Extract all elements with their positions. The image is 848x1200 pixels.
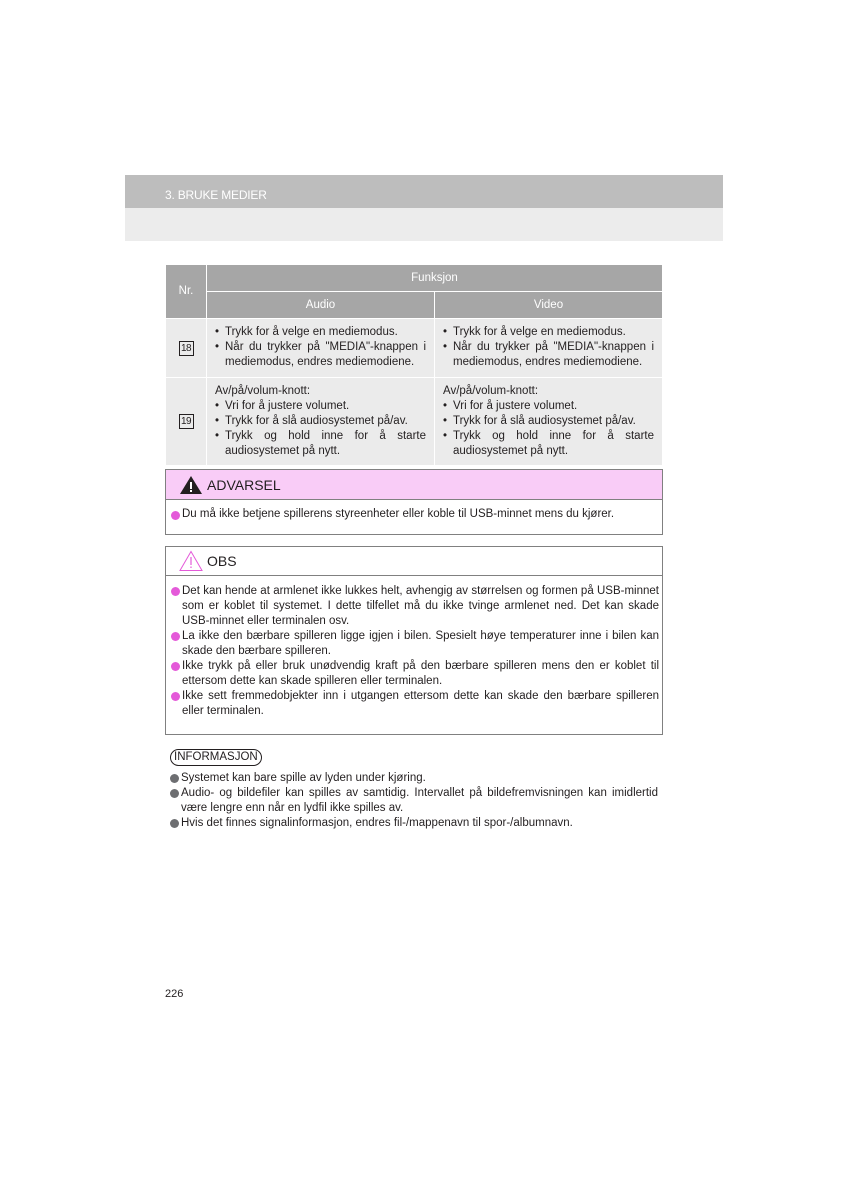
row-number-cell [166, 319, 207, 378]
function-table [165, 264, 663, 466]
list-item [171, 629, 659, 659]
notice-header [166, 547, 662, 576]
warning-text: Du må ikke betjene spillerens styreenheter eller koble til USB-minnet mens du kjører. [182, 508, 615, 520]
col-header-nr: Nr. [166, 265, 207, 319]
notice-text: Ikke sett fremmedobjekter inn i utgangen ettersom dette kan skade den bærbare spilleren eller terminalen. [182, 690, 659, 717]
row-number: 18 [179, 341, 194, 356]
list-item [171, 508, 614, 520]
warning-triangle-icon [179, 475, 203, 495]
bullet-icon [171, 692, 180, 701]
audio-cell [207, 378, 435, 466]
list-item: • Trykk og hold inne for å starte audiosystemet på nytt. [443, 429, 654, 459]
warning-header [166, 470, 662, 500]
list-item [171, 659, 659, 689]
cell-lead: Av/på/volum-knott: [215, 385, 311, 397]
col-header-audio: Audio [207, 292, 435, 319]
page-number: 226 [165, 988, 184, 1000]
bullet-icon [171, 662, 180, 671]
table-row [166, 378, 663, 466]
list-item [171, 689, 659, 719]
audio-cell [207, 319, 435, 378]
info-label: INFORMASJON [170, 749, 262, 766]
info-text: Audio- og bildefiler kan spilles av samtidig. Intervallet på bildefremvisningen kan imidlertid være lengre enn når en lydfil ikke spilles av. [181, 787, 658, 814]
col-header-function: Funksjon [207, 265, 663, 292]
info-text: Hvis det finnes signalinformasjon, endres fil-/mappenavn til spor-/albumnavn. [181, 817, 573, 829]
warning-box [165, 469, 663, 535]
list-item: • Trykk for å slå audiosystemet på/av. [215, 414, 426, 429]
video-cell [435, 319, 663, 378]
warning-body [171, 508, 614, 520]
bullet-icon [170, 774, 179, 783]
notice-body [171, 584, 659, 719]
list-item [170, 786, 658, 816]
bullet-icon [171, 587, 180, 596]
list-item: • Når du trykker på "MEDIA"-knappen i mediemodus, endres mediemodiene. [215, 340, 426, 370]
list-item: • Trykk for å velge en mediemodus. [215, 325, 426, 340]
caution-triangle-icon [179, 550, 203, 572]
row-number: 19 [179, 414, 194, 429]
list-item: • Trykk og hold inne for å starte audiosystemet på nytt. [215, 429, 426, 459]
list-item: • Når du trykker på "MEDIA"-knappen i mediemodus, endres mediemodiene. [443, 340, 654, 370]
list-item: • Vri for å justere volumet. [215, 399, 426, 414]
info-text: Systemet kan bare spille av lyden under kjøring. [181, 772, 426, 784]
bullet-icon [170, 819, 179, 828]
list-item: • Trykk for å slå audiosystemet på/av. [443, 414, 654, 429]
list-item [170, 771, 658, 786]
col-header-video: Video [435, 292, 663, 319]
notice-text: Det kan hende at armlenet ikke lukkes helt, avhengig av størrelsen og formen på USB-minnet som er koblet til systemet. I dette tilfellet må du ikke tvinge armlenet ned. Det kan skade USB-minnet eller terminalen osv. [182, 585, 659, 627]
section-title: 3. BRUKE MEDIER [165, 188, 267, 202]
row-number-cell [166, 378, 207, 466]
table-row [166, 319, 663, 378]
list-item: • Vri for å justere volumet. [443, 399, 654, 414]
notice-title: OBS [207, 553, 237, 569]
bullet-icon [171, 511, 180, 520]
bullet-icon [170, 789, 179, 798]
list-item [170, 816, 658, 831]
notice-text: La ikke den bærbare spilleren ligge igjen i bilen. Spesielt høye temperaturer inne i bilen kan skade den bærbare spilleren. [182, 630, 659, 657]
warning-title: ADVARSEL [207, 477, 281, 493]
info-body [170, 771, 658, 831]
list-item: • Trykk for å velge en mediemodus. [443, 325, 654, 340]
bullet-icon [171, 632, 180, 641]
cell-lead: Av/på/volum-knott: [443, 385, 539, 397]
notice-text: Ikke trykk på eller bruk unødvendig kraft på den bærbare spilleren mens den er koblet til ettersom dette kan skade spilleren eller terminalen. [182, 660, 659, 687]
video-cell [435, 378, 663, 466]
notice-box [165, 546, 663, 735]
list-item [171, 584, 659, 629]
